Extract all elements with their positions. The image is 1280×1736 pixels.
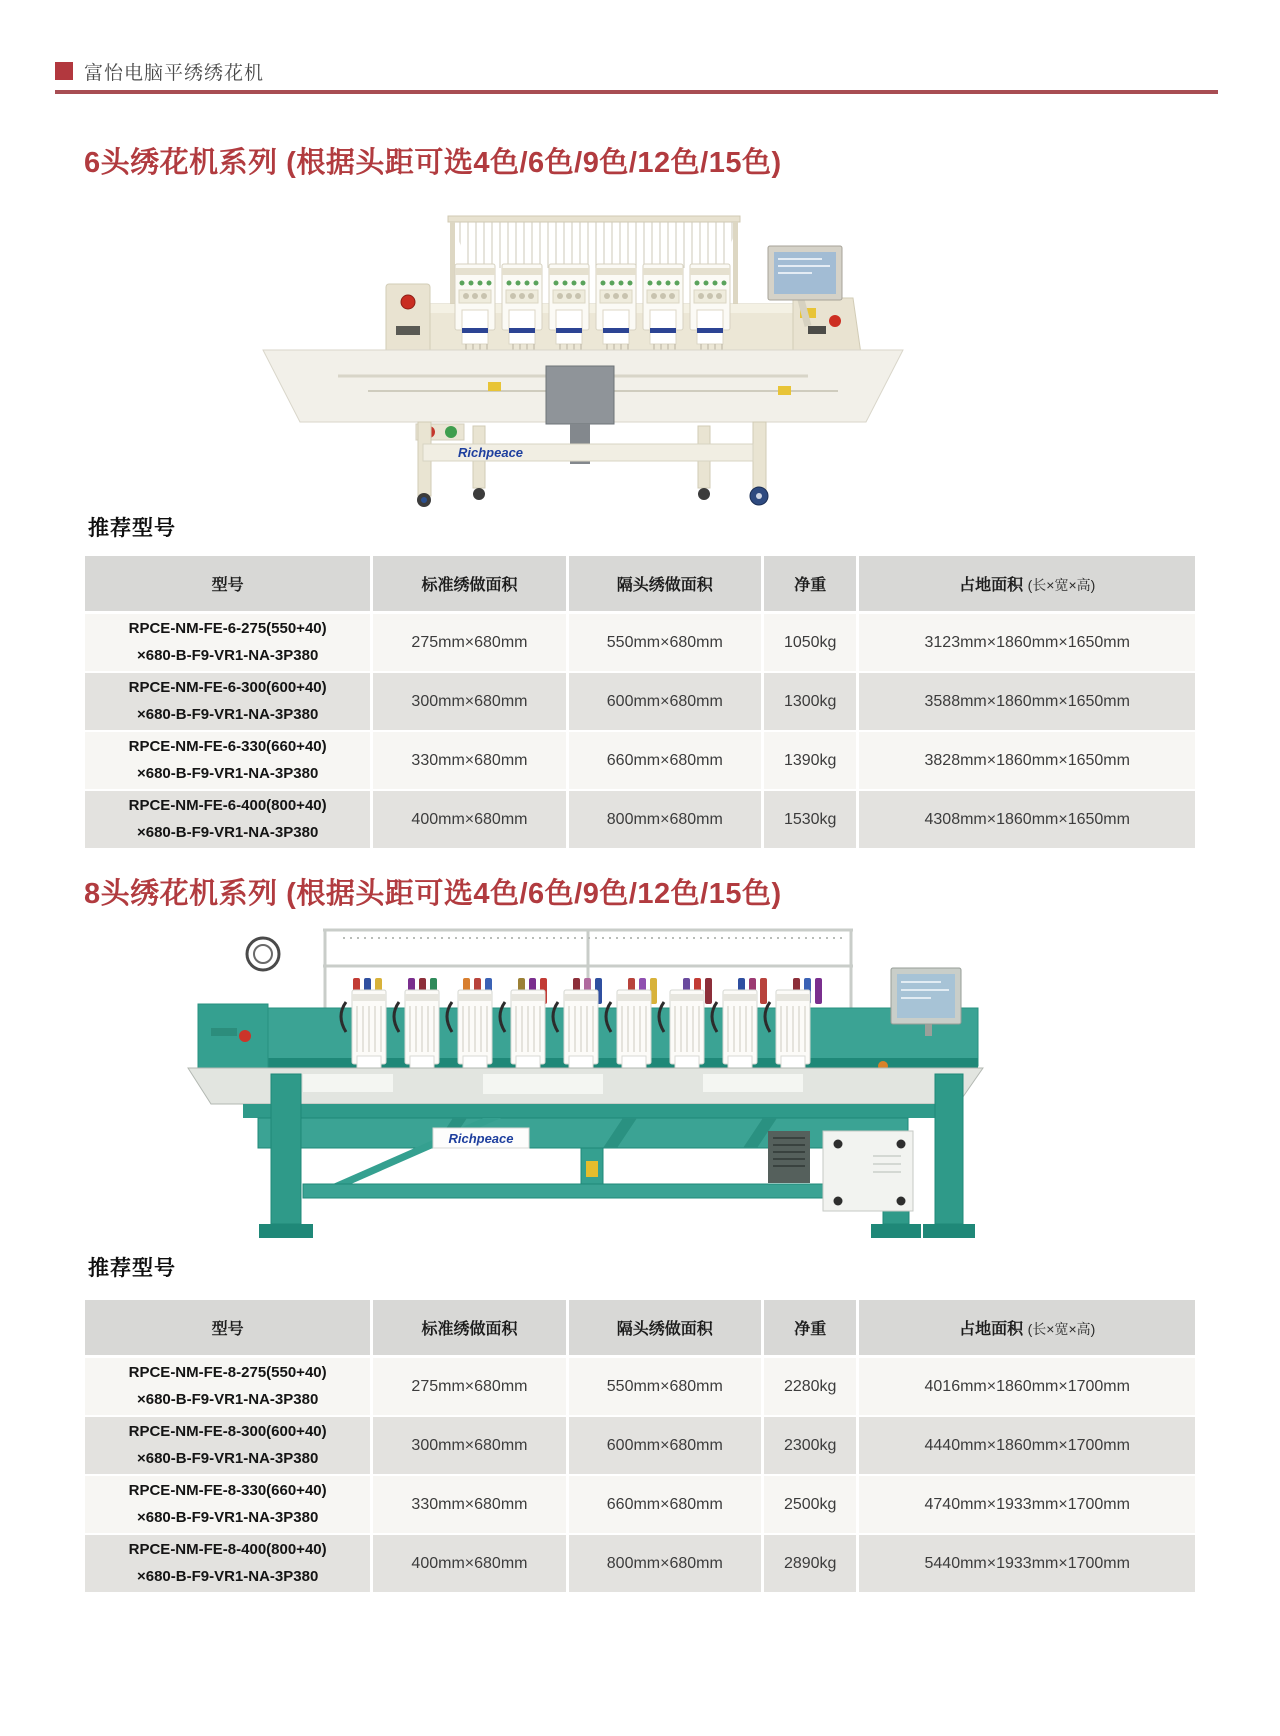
alt-area-cell: 550mm×680mm [566,1358,761,1415]
section-title-6-head: 6头绣花机系列 (根据头距可选4色/6色/9色/12色/15色) [84,147,782,179]
alt-area-cell: 550mm×680mm [566,614,761,671]
table-row [85,789,1195,848]
green-button [445,426,457,438]
thread-rack-bar [448,216,740,222]
std-area-cell: 330mm×680mm [370,730,565,789]
model-line-1: RPCE-NM-FE-8-330(660+40) [128,1482,327,1500]
weight-cell: 1530kg [761,789,856,848]
weight-cell: 1390kg [761,730,856,789]
std-area-cell: 300mm×680mm [370,671,565,730]
model-line-1: RPCE-NM-FE-6-275(550+40) [128,620,327,638]
col-header-std-area: 标准绣做面积 [370,556,565,614]
col-header-alt-area: 隔头绣做面积 [566,1300,761,1358]
alt-area-cell: 660mm×680mm [566,730,761,789]
footprint-cell: 3123mm×1860mm×1650mm [856,614,1195,671]
footprint-cell: 3828mm×1860mm×1650mm [856,730,1195,789]
std-area-cell: 400mm×680mm [370,1533,565,1592]
model-line-1: RPCE-NM-FE-6-330(660+40) [128,738,327,756]
threads [453,222,738,268]
models-heading-1: 推荐型号 [88,517,176,540]
table-row [85,671,1195,730]
six-head-machine-illustration [248,186,908,510]
control-box [546,366,614,424]
section-title-8-head: 8头绣花机系列 (根据头距可选4色/6色/9色/12色/15色) [84,878,782,910]
model-cell [85,789,370,848]
table-row [85,730,1195,789]
table-header-row [85,1300,1195,1358]
model-line-2: ×680-B-F9-VR1-NA-3P380 [136,823,319,841]
weight-cell: 2890kg [761,1533,856,1592]
model-cell [85,1474,370,1533]
six-head-machine-photo [248,186,908,515]
model-line-2: ×680-B-F9-VR1-NA-3P380 [136,1390,319,1408]
emergency-stop-button [401,295,415,309]
std-area-cell: 330mm×680mm [370,1474,565,1533]
brand-label: Richpeace [448,1131,514,1146]
model-line-2: ×680-B-F9-VR1-NA-3P380 [136,705,319,723]
weight-cell: 2280kg [761,1358,856,1415]
model-line-2: ×680-B-F9-VR1-NA-3P380 [136,1449,319,1467]
weight-cell: 2500kg [761,1474,856,1533]
spec-table-8-head [85,1300,1195,1592]
footprint-cell: 3588mm×1860mm×1650mm [856,671,1195,730]
model-line-1: RPCE-NM-FE-6-400(800+40) [128,797,327,815]
model-line-1: RPCE-NM-FE-6-300(600+40) [128,679,327,697]
weight-cell: 2300kg [761,1415,856,1474]
col-header-footprint-label: 占地面积 [959,577,1024,594]
table-row [85,1415,1195,1474]
emergency-stop-button [829,315,841,327]
emergency-stop-button [239,1030,251,1042]
std-area-cell: 300mm×680mm [370,1415,565,1474]
footprint-cell: 5440mm×1933mm×1700mm [856,1533,1195,1592]
col-header-footprint-label: 占地面积 [959,1321,1024,1338]
models-heading-2: 推荐型号 [88,1257,176,1280]
page-title: 富怡电脑平绣绣花机 [84,63,265,84]
model-cell [85,730,370,789]
model-line-1: RPCE-NM-FE-8-400(800+40) [128,1541,327,1559]
model-line-2: ×680-B-F9-VR1-NA-3P380 [136,1567,319,1585]
model-cell [85,1533,370,1592]
model-cell [85,1415,370,1474]
alt-area-cell: 660mm×680mm [566,1474,761,1533]
alt-area-cell: 600mm×680mm [566,671,761,730]
col-header-weight: 净重 [761,1300,856,1358]
brand-label: Richpeace [458,445,524,460]
footprint-cell: 4440mm×1860mm×1700mm [856,1415,1195,1474]
footprint-cell: 4308mm×1860mm×1650mm [856,789,1195,848]
table-row [85,614,1195,671]
alt-area-cell: 800mm×680mm [566,789,761,848]
col-header-model: 型号 [85,556,370,614]
model-cell [85,671,370,730]
col-header-footprint-note: (长×宽×高) [1027,1321,1096,1337]
std-area-cell: 275mm×680mm [370,1358,565,1415]
col-header-model: 型号 [85,1300,370,1358]
std-area-cell: 400mm×680mm [370,789,565,848]
model-line-1: RPCE-NM-FE-8-275(550+40) [128,1364,327,1382]
footprint-cell: 4740mm×1933mm×1700mm [856,1474,1195,1533]
weight-cell: 1050kg [761,614,856,671]
table-row [85,1358,1195,1415]
model-cell [85,614,370,671]
footprint-cell: 4016mm×1860mm×1700mm [856,1358,1195,1415]
model-line-2: ×680-B-F9-VR1-NA-3P380 [136,1508,319,1526]
col-header-footprint [856,1300,1195,1358]
warning-sticker [586,1161,598,1177]
col-header-footprint [856,556,1195,614]
col-header-std-area: 标准绣做面积 [370,1300,565,1358]
col-header-footprint-note: (长×宽×高) [1027,577,1096,593]
header-rule [55,90,1218,94]
header-red-square-icon [55,62,73,80]
thread-guide-ring [247,938,279,970]
eight-head-machine-photo [183,916,993,1253]
model-line-1: RPCE-NM-FE-8-300(600+40) [128,1423,327,1441]
alt-area-cell: 600mm×680mm [566,1415,761,1474]
model-cell [85,1358,370,1415]
table-row [85,1474,1195,1533]
col-header-weight: 净重 [761,556,856,614]
alt-area-cell: 800mm×680mm [566,1533,761,1592]
model-line-2: ×680-B-F9-VR1-NA-3P380 [136,764,319,782]
col-header-alt-area: 隔头绣做面积 [566,556,761,614]
spec-table-6-head [85,556,1195,848]
model-line-2: ×680-B-F9-VR1-NA-3P380 [136,646,319,664]
std-area-cell: 275mm×680mm [370,614,565,671]
table-header-row [85,556,1195,614]
eight-head-machine-illustration [183,916,993,1248]
weight-cell: 1300kg [761,671,856,730]
table-row [85,1533,1195,1592]
